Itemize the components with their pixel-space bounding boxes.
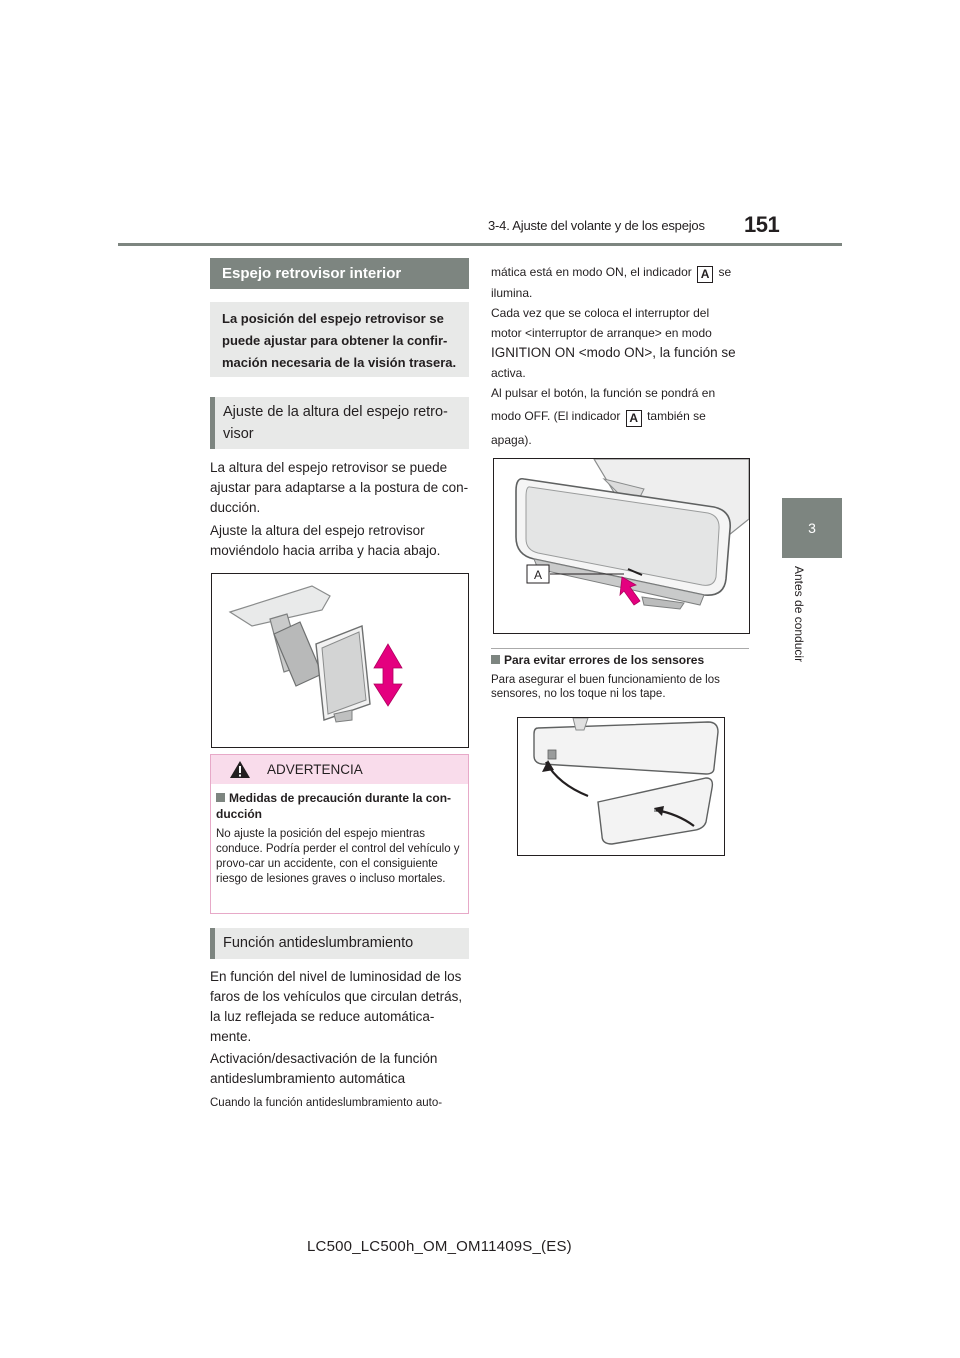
antiglare-heading: Función antideslumbramiento xyxy=(210,928,469,959)
height-paragraph-2: Ajuste la altura del espejo retrovisor moviéndolo hacia arriba y hacia abajo. xyxy=(210,523,441,558)
sensor-text: Para asegurar el buen funcionamiento de los sensores, no los toque ni los tape. xyxy=(491,674,720,700)
height-paragraph-1: La altura del espejo retrovisor se puede ajustar para adaptarse a la postura de con-ducción. xyxy=(210,460,469,515)
warning-header xyxy=(211,755,468,784)
divider xyxy=(491,648,749,649)
header-rule xyxy=(118,243,842,246)
antiglare-paragraph-1: En función del nivel de luminosidad de los faros de los vehículos que circulan detrás, la luz reflejada se reduce automática-mente. xyxy=(210,969,463,1044)
sensor-subheading: Para evitar errores de los sensores xyxy=(491,653,704,667)
antiglare-continued-text: mática está en modo ON, el indicador A se ilumina. Cada vez que se coloca el interruptor del motor <interruptor de arranque> en modo IGNITION ON <modo ON>, la función se activa. Al pulsar el botón, la función se pondrá en modo OFF. (El indicador A también se apaga). xyxy=(491,265,736,447)
height-heading: Ajuste de la altura del espejo retro-visor xyxy=(210,397,469,449)
bullet-square-icon xyxy=(491,655,500,664)
warning-label: ADVERTENCIA xyxy=(267,762,363,777)
antiglare-paragraph-3: Cuando la función antideslumbramiento auto- xyxy=(210,1097,443,1109)
indicator-callout: A xyxy=(626,410,642,427)
intro-box: La posición del espejo retrovisor se puede ajustar para obtener la confir-mación necesaria de la visión trasera. xyxy=(210,302,469,377)
warning-text: No ajuste la posición del espejo mientras conduce. Podría perder el control del vehículo y provo-car un accidente, con el consiguiente riesgo de lesiones graves o incluso mortales. xyxy=(216,828,460,885)
warning-subheading: Medidas de precaución durante la con-ducción xyxy=(216,791,452,821)
antiglare-mirror-figure xyxy=(493,458,750,634)
warning-triangle-icon xyxy=(229,760,251,779)
sensor-figure xyxy=(517,717,725,856)
figure-callout-a: A xyxy=(533,568,543,582)
footer-code: LC500_LC500h_OM_OM11409S_(ES) xyxy=(307,1238,572,1255)
section-title: 3-4. Ajuste del volante y de los espejos xyxy=(488,218,705,233)
mirror-height-figure xyxy=(211,573,469,748)
section-heading: Espejo retrovisor interior xyxy=(210,258,469,289)
warning-box xyxy=(210,754,469,914)
page-number: 151 xyxy=(744,212,780,237)
chapter-title-vertical: Antes de conducir xyxy=(792,566,806,663)
chapter-tab: 3 xyxy=(782,498,842,558)
bullet-square-icon xyxy=(216,793,225,802)
antiglare-paragraph-2: Activación/desactivación de la función antideslumbramiento automática xyxy=(210,1051,438,1086)
indicator-callout: A xyxy=(697,266,713,283)
